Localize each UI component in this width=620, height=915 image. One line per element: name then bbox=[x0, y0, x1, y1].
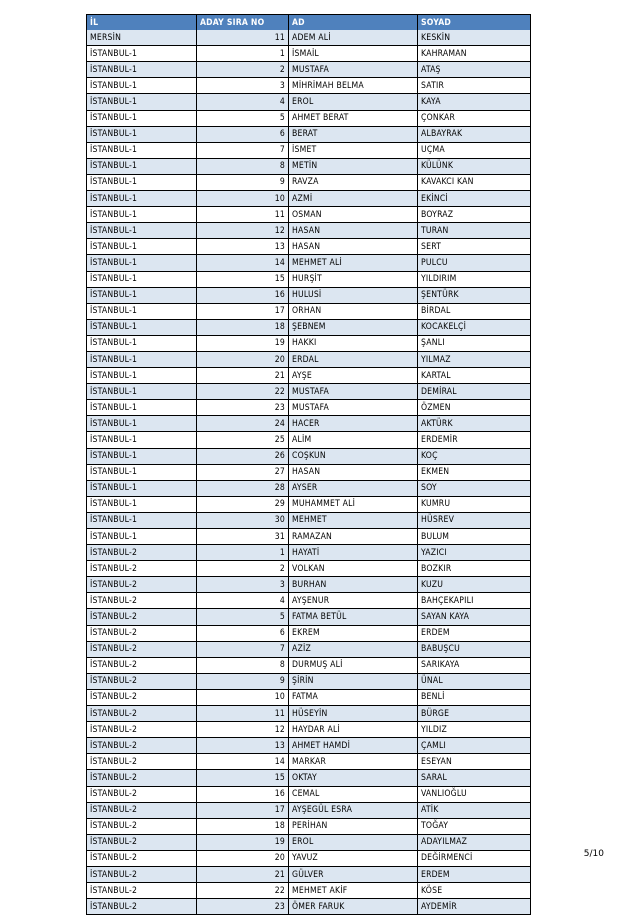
cell-aday-sira-no: 8 bbox=[197, 158, 289, 174]
cell-aday-sira-no: 30 bbox=[197, 512, 289, 528]
table-row bbox=[87, 368, 531, 384]
cell-soyad: BABUŞCU bbox=[418, 641, 531, 657]
cell-aday-sira-no: 31 bbox=[197, 529, 289, 545]
cell-aday-sira-no: 19 bbox=[197, 335, 289, 351]
cell-il: İSTANBUL-1 bbox=[87, 78, 197, 94]
cell-aday-sira-no: 1 bbox=[197, 545, 289, 561]
cell-ad: ŞİRİN bbox=[289, 673, 418, 689]
cell-il: İSTANBUL-1 bbox=[87, 94, 197, 110]
cell-soyad: ALBAYRAK bbox=[418, 126, 531, 142]
cell-aday-sira-no: 7 bbox=[197, 641, 289, 657]
table-row bbox=[87, 464, 531, 480]
cell-aday-sira-no: 21 bbox=[197, 866, 289, 882]
cell-soyad: ŞENTÜRK bbox=[418, 287, 531, 303]
table-row bbox=[87, 561, 531, 577]
cell-il: İSTANBUL-1 bbox=[87, 384, 197, 400]
cell-aday-sira-no: 24 bbox=[197, 416, 289, 432]
cell-soyad: EKMEN bbox=[418, 464, 531, 480]
table-row bbox=[87, 496, 531, 512]
cell-il: İSTANBUL-2 bbox=[87, 722, 197, 738]
cell-il: İSTANBUL-2 bbox=[87, 673, 197, 689]
cell-il: İSTANBUL-2 bbox=[87, 786, 197, 802]
table-row bbox=[87, 335, 531, 351]
cell-il: İSTANBUL-1 bbox=[87, 529, 197, 545]
table-row bbox=[87, 255, 531, 271]
cell-ad: COŞKUN bbox=[289, 448, 418, 464]
cell-ad: VOLKAN bbox=[289, 561, 418, 577]
cell-il: İSTANBUL-1 bbox=[87, 239, 197, 255]
cell-soyad: KÖSE bbox=[418, 883, 531, 899]
cell-soyad: KOCAKELÇİ bbox=[418, 319, 531, 335]
cell-il: İSTANBUL-1 bbox=[87, 303, 197, 319]
cell-soyad: TURAN bbox=[418, 223, 531, 239]
cell-ad: MUHAMMET ALİ bbox=[289, 496, 418, 512]
table-row bbox=[87, 319, 531, 335]
table-row bbox=[87, 609, 531, 625]
cell-ad: ÖMER FARUK bbox=[289, 899, 418, 915]
cell-aday-sira-no: 23 bbox=[197, 899, 289, 915]
cell-soyad: SATIR bbox=[418, 78, 531, 94]
cell-ad: AHMET HAMDİ bbox=[289, 738, 418, 754]
cell-il: İSTANBUL-1 bbox=[87, 62, 197, 78]
table-row bbox=[87, 529, 531, 545]
cell-ad: HURŞİT bbox=[289, 271, 418, 287]
table-row bbox=[87, 223, 531, 239]
cell-soyad: ESEYAN bbox=[418, 754, 531, 770]
cell-ad: AYŞEGÜL ESRA bbox=[289, 802, 418, 818]
table-row bbox=[87, 126, 531, 142]
cell-il: İSTANBUL-2 bbox=[87, 738, 197, 754]
cell-il: İSTANBUL-1 bbox=[87, 464, 197, 480]
table-row bbox=[87, 512, 531, 528]
table-row bbox=[87, 866, 531, 882]
cell-il: İSTANBUL-1 bbox=[87, 319, 197, 335]
cell-soyad: KAYA bbox=[418, 94, 531, 110]
cell-ad: CEMAL bbox=[289, 786, 418, 802]
cell-ad: HACER bbox=[289, 416, 418, 432]
cell-il: İSTANBUL-1 bbox=[87, 126, 197, 142]
cell-ad: BERAT bbox=[289, 126, 418, 142]
cell-ad: MEHMET bbox=[289, 512, 418, 528]
cell-soyad: PULCU bbox=[418, 255, 531, 271]
header-soyad: SOYAD bbox=[418, 15, 531, 31]
cell-aday-sira-no: 15 bbox=[197, 770, 289, 786]
cell-aday-sira-no: 16 bbox=[197, 287, 289, 303]
cell-aday-sira-no: 18 bbox=[197, 319, 289, 335]
cell-il: İSTANBUL-2 bbox=[87, 577, 197, 593]
cell-ad: YAVUZ bbox=[289, 850, 418, 866]
cell-aday-sira-no: 16 bbox=[197, 786, 289, 802]
table-row bbox=[87, 351, 531, 367]
cell-ad: HASAN bbox=[289, 223, 418, 239]
table-row bbox=[87, 287, 531, 303]
cell-ad: FATMA BETÜL bbox=[289, 609, 418, 625]
header-aday-sira-no: ADAY SIRA NO bbox=[197, 15, 289, 31]
cell-ad: ALİM bbox=[289, 432, 418, 448]
table-row bbox=[87, 303, 531, 319]
table-row bbox=[87, 706, 531, 722]
cell-soyad: UÇMA bbox=[418, 142, 531, 158]
cell-il: İSTANBUL-2 bbox=[87, 866, 197, 882]
cell-il: İSTANBUL-1 bbox=[87, 191, 197, 207]
cell-soyad: YILDIZ bbox=[418, 722, 531, 738]
cell-ad: HASAN bbox=[289, 239, 418, 255]
table-row bbox=[87, 625, 531, 641]
cell-ad: HULUSİ bbox=[289, 287, 418, 303]
cell-aday-sira-no: 6 bbox=[197, 625, 289, 641]
table-row bbox=[87, 110, 531, 126]
table-row bbox=[87, 802, 531, 818]
cell-soyad: KAHRAMAN bbox=[418, 46, 531, 62]
cell-aday-sira-no: 4 bbox=[197, 94, 289, 110]
candidate-list-table bbox=[86, 14, 531, 915]
cell-aday-sira-no: 23 bbox=[197, 400, 289, 416]
cell-ad: RAVZA bbox=[289, 174, 418, 190]
cell-aday-sira-no: 17 bbox=[197, 802, 289, 818]
cell-soyad: KESKİN bbox=[418, 30, 531, 46]
cell-soyad: EKİNCİ bbox=[418, 191, 531, 207]
table-row bbox=[87, 818, 531, 834]
cell-soyad: KUZU bbox=[418, 577, 531, 593]
cell-il: İSTANBUL-2 bbox=[87, 593, 197, 609]
cell-soyad: BAHÇEKAPILI bbox=[418, 593, 531, 609]
cell-aday-sira-no: 10 bbox=[197, 689, 289, 705]
cell-aday-sira-no: 20 bbox=[197, 351, 289, 367]
cell-soyad: ATİK bbox=[418, 802, 531, 818]
cell-ad: AZİZ bbox=[289, 641, 418, 657]
cell-ad: İSMAİL bbox=[289, 46, 418, 62]
cell-il: İSTANBUL-1 bbox=[87, 287, 197, 303]
cell-il: İSTANBUL-2 bbox=[87, 641, 197, 657]
cell-soyad: KOÇ bbox=[418, 448, 531, 464]
cell-soyad: ÖZMEN bbox=[418, 400, 531, 416]
cell-il: İSTANBUL-1 bbox=[87, 158, 197, 174]
cell-soyad: BÜRGE bbox=[418, 706, 531, 722]
cell-soyad: YAZICI bbox=[418, 545, 531, 561]
table-body bbox=[87, 30, 531, 915]
cell-aday-sira-no: 2 bbox=[197, 561, 289, 577]
table-row bbox=[87, 448, 531, 464]
cell-aday-sira-no: 28 bbox=[197, 480, 289, 496]
cell-il: İSTANBUL-1 bbox=[87, 335, 197, 351]
cell-ad: AYSER bbox=[289, 480, 418, 496]
cell-il: İSTANBUL-2 bbox=[87, 899, 197, 915]
table-row bbox=[87, 480, 531, 496]
cell-ad: MİHRİMAH BELMA bbox=[289, 78, 418, 94]
table-row bbox=[87, 883, 531, 899]
cell-soyad: ERDEMİR bbox=[418, 432, 531, 448]
cell-aday-sira-no: 3 bbox=[197, 577, 289, 593]
cell-ad: AZMİ bbox=[289, 191, 418, 207]
cell-soyad: KAVAKCI KAN bbox=[418, 174, 531, 190]
cell-soyad: BULUM bbox=[418, 529, 531, 545]
cell-il: İSTANBUL-2 bbox=[87, 625, 197, 641]
cell-ad: HAKKI bbox=[289, 335, 418, 351]
cell-aday-sira-no: 11 bbox=[197, 706, 289, 722]
cell-aday-sira-no: 7 bbox=[197, 142, 289, 158]
cell-il: İSTANBUL-2 bbox=[87, 754, 197, 770]
cell-ad: AYŞE bbox=[289, 368, 418, 384]
cell-il: İSTANBUL-2 bbox=[87, 545, 197, 561]
cell-ad: HÜSEYİN bbox=[289, 706, 418, 722]
cell-soyad: AKTÜRK bbox=[418, 416, 531, 432]
cell-ad: RAMAZAN bbox=[289, 529, 418, 545]
table-row bbox=[87, 577, 531, 593]
cell-ad: MARKAR bbox=[289, 754, 418, 770]
cell-il: İSTANBUL-2 bbox=[87, 834, 197, 850]
cell-aday-sira-no: 22 bbox=[197, 384, 289, 400]
header-il: İL bbox=[87, 15, 197, 31]
table-row bbox=[87, 770, 531, 786]
cell-aday-sira-no: 8 bbox=[197, 657, 289, 673]
cell-ad: EROL bbox=[289, 94, 418, 110]
cell-aday-sira-no: 26 bbox=[197, 448, 289, 464]
cell-il: İSTANBUL-2 bbox=[87, 818, 197, 834]
cell-soyad: ATAŞ bbox=[418, 62, 531, 78]
cell-ad: İSMET bbox=[289, 142, 418, 158]
cell-ad: MUSTAFA bbox=[289, 384, 418, 400]
cell-soyad: AYDEMİR bbox=[418, 899, 531, 915]
table-row bbox=[87, 174, 531, 190]
cell-il: İSTANBUL-2 bbox=[87, 770, 197, 786]
cell-il: İSTANBUL-2 bbox=[87, 561, 197, 577]
cell-il: İSTANBUL-1 bbox=[87, 207, 197, 223]
cell-aday-sira-no: 12 bbox=[197, 722, 289, 738]
cell-aday-sira-no: 3 bbox=[197, 78, 289, 94]
table-row bbox=[87, 754, 531, 770]
table-row bbox=[87, 689, 531, 705]
cell-aday-sira-no: 17 bbox=[197, 303, 289, 319]
cell-ad: ORHAN bbox=[289, 303, 418, 319]
cell-aday-sira-no: 11 bbox=[197, 207, 289, 223]
table-row bbox=[87, 62, 531, 78]
table-row bbox=[87, 416, 531, 432]
cell-soyad: SOY bbox=[418, 480, 531, 496]
cell-aday-sira-no: 25 bbox=[197, 432, 289, 448]
table-row bbox=[87, 657, 531, 673]
table-row bbox=[87, 78, 531, 94]
cell-soyad: ÇAMLI bbox=[418, 738, 531, 754]
cell-il: İSTANBUL-1 bbox=[87, 368, 197, 384]
cell-aday-sira-no: 5 bbox=[197, 110, 289, 126]
cell-soyad: BOZKIR bbox=[418, 561, 531, 577]
cell-soyad: KARTAL bbox=[418, 368, 531, 384]
table-row bbox=[87, 593, 531, 609]
cell-il: İSTANBUL-1 bbox=[87, 496, 197, 512]
cell-aday-sira-no: 20 bbox=[197, 850, 289, 866]
cell-il: İSTANBUL-1 bbox=[87, 432, 197, 448]
cell-aday-sira-no: 9 bbox=[197, 174, 289, 190]
cell-il: İSTANBUL-2 bbox=[87, 883, 197, 899]
cell-il: İSTANBUL-1 bbox=[87, 110, 197, 126]
table-row bbox=[87, 207, 531, 223]
cell-aday-sira-no: 14 bbox=[197, 255, 289, 271]
table-row bbox=[87, 191, 531, 207]
cell-il: İSTANBUL-1 bbox=[87, 480, 197, 496]
table-row bbox=[87, 673, 531, 689]
cell-soyad: KUMRU bbox=[418, 496, 531, 512]
table-header-row bbox=[87, 15, 531, 31]
cell-ad: EROL bbox=[289, 834, 418, 850]
cell-ad: PERİHAN bbox=[289, 818, 418, 834]
cell-il: İSTANBUL-1 bbox=[87, 512, 197, 528]
cell-il: İSTANBUL-2 bbox=[87, 689, 197, 705]
cell-aday-sira-no: 1 bbox=[197, 46, 289, 62]
cell-il: MERSİN bbox=[87, 30, 197, 46]
table-row bbox=[87, 94, 531, 110]
cell-ad: FATMA bbox=[289, 689, 418, 705]
cell-ad: MEHMET AKİF bbox=[289, 883, 418, 899]
table-row bbox=[87, 545, 531, 561]
table-row bbox=[87, 738, 531, 754]
cell-aday-sira-no: 29 bbox=[197, 496, 289, 512]
table-row bbox=[87, 641, 531, 657]
cell-il: İSTANBUL-1 bbox=[87, 416, 197, 432]
cell-aday-sira-no: 6 bbox=[197, 126, 289, 142]
cell-ad: METİN bbox=[289, 158, 418, 174]
cell-soyad: SARAL bbox=[418, 770, 531, 786]
cell-ad: MUSTAFA bbox=[289, 62, 418, 78]
cell-il: İSTANBUL-2 bbox=[87, 706, 197, 722]
cell-il: İSTANBUL-2 bbox=[87, 609, 197, 625]
table-row bbox=[87, 46, 531, 62]
table-row bbox=[87, 158, 531, 174]
cell-aday-sira-no: 13 bbox=[197, 239, 289, 255]
cell-il: İSTANBUL-1 bbox=[87, 448, 197, 464]
cell-soyad: YILDIRIM bbox=[418, 271, 531, 287]
cell-ad: AHMET BERAT bbox=[289, 110, 418, 126]
table-row bbox=[87, 722, 531, 738]
cell-soyad: SAYAN KAYA bbox=[418, 609, 531, 625]
cell-aday-sira-no: 27 bbox=[197, 464, 289, 480]
table-row bbox=[87, 850, 531, 866]
cell-soyad: BİRDAL bbox=[418, 303, 531, 319]
cell-ad: ADEM ALİ bbox=[289, 30, 418, 46]
table-row bbox=[87, 432, 531, 448]
cell-soyad: SARIKAYA bbox=[418, 657, 531, 673]
table-row bbox=[87, 786, 531, 802]
cell-ad: ŞEBNEM bbox=[289, 319, 418, 335]
cell-il: İSTANBUL-1 bbox=[87, 255, 197, 271]
cell-ad: MUSTAFA bbox=[289, 400, 418, 416]
cell-il: İSTANBUL-1 bbox=[87, 142, 197, 158]
cell-soyad: TOĞAY bbox=[418, 818, 531, 834]
cell-soyad: SERT bbox=[418, 239, 531, 255]
cell-ad: AYŞENUR bbox=[289, 593, 418, 609]
cell-ad: OSMAN bbox=[289, 207, 418, 223]
cell-ad: HAYDAR ALİ bbox=[289, 722, 418, 738]
cell-ad: GÜLVER bbox=[289, 866, 418, 882]
cell-ad: HAYATİ bbox=[289, 545, 418, 561]
cell-soyad: ÜNAL bbox=[418, 673, 531, 689]
cell-aday-sira-no: 10 bbox=[197, 191, 289, 207]
cell-aday-sira-no: 15 bbox=[197, 271, 289, 287]
table-row bbox=[87, 142, 531, 158]
cell-ad: BURHAN bbox=[289, 577, 418, 593]
page-number: 5/10 bbox=[583, 849, 604, 859]
cell-soyad: HÜSREV bbox=[418, 512, 531, 528]
cell-aday-sira-no: 14 bbox=[197, 754, 289, 770]
cell-soyad: DEMİRAL bbox=[418, 384, 531, 400]
cell-aday-sira-no: 5 bbox=[197, 609, 289, 625]
cell-aday-sira-no: 2 bbox=[197, 62, 289, 78]
cell-il: İSTANBUL-1 bbox=[87, 223, 197, 239]
cell-il: İSTANBUL-2 bbox=[87, 657, 197, 673]
cell-ad: HASAN bbox=[289, 464, 418, 480]
cell-il: İSTANBUL-1 bbox=[87, 400, 197, 416]
cell-il: İSTANBUL-1 bbox=[87, 46, 197, 62]
cell-soyad: ADAYILMAZ bbox=[418, 834, 531, 850]
cell-ad: OKTAY bbox=[289, 770, 418, 786]
cell-il: İSTANBUL-2 bbox=[87, 802, 197, 818]
table-row bbox=[87, 384, 531, 400]
table-row bbox=[87, 30, 531, 46]
table-row bbox=[87, 400, 531, 416]
table-row bbox=[87, 271, 531, 287]
table-row bbox=[87, 834, 531, 850]
cell-il: İSTANBUL-2 bbox=[87, 850, 197, 866]
table-row bbox=[87, 239, 531, 255]
cell-aday-sira-no: 9 bbox=[197, 673, 289, 689]
cell-soyad: YILMAZ bbox=[418, 351, 531, 367]
cell-aday-sira-no: 13 bbox=[197, 738, 289, 754]
cell-il: İSTANBUL-1 bbox=[87, 174, 197, 190]
cell-ad: EKREM bbox=[289, 625, 418, 641]
cell-il: İSTANBUL-1 bbox=[87, 351, 197, 367]
cell-aday-sira-no: 11 bbox=[197, 30, 289, 46]
cell-soyad: DEĞİRMENCİ bbox=[418, 850, 531, 866]
cell-soyad: ŞANLI bbox=[418, 335, 531, 351]
cell-aday-sira-no: 12 bbox=[197, 223, 289, 239]
cell-soyad: BENLİ bbox=[418, 689, 531, 705]
table-row bbox=[87, 899, 531, 915]
cell-aday-sira-no: 18 bbox=[197, 818, 289, 834]
cell-soyad: ERDEM bbox=[418, 625, 531, 641]
cell-il: İSTANBUL-1 bbox=[87, 271, 197, 287]
cell-aday-sira-no: 4 bbox=[197, 593, 289, 609]
cell-soyad: VANLIOĞLU bbox=[418, 786, 531, 802]
cell-aday-sira-no: 22 bbox=[197, 883, 289, 899]
cell-soyad: ERDEM bbox=[418, 866, 531, 882]
cell-soyad: ÇONKAR bbox=[418, 110, 531, 126]
cell-soyad: BOYRAZ bbox=[418, 207, 531, 223]
cell-soyad: KÜLÜNK bbox=[418, 158, 531, 174]
cell-aday-sira-no: 19 bbox=[197, 834, 289, 850]
cell-aday-sira-no: 21 bbox=[197, 368, 289, 384]
cell-ad: DURMUŞ ALİ bbox=[289, 657, 418, 673]
header-ad: AD bbox=[289, 15, 418, 31]
cell-ad: MEHMET ALİ bbox=[289, 255, 418, 271]
cell-ad: ERDAL bbox=[289, 351, 418, 367]
